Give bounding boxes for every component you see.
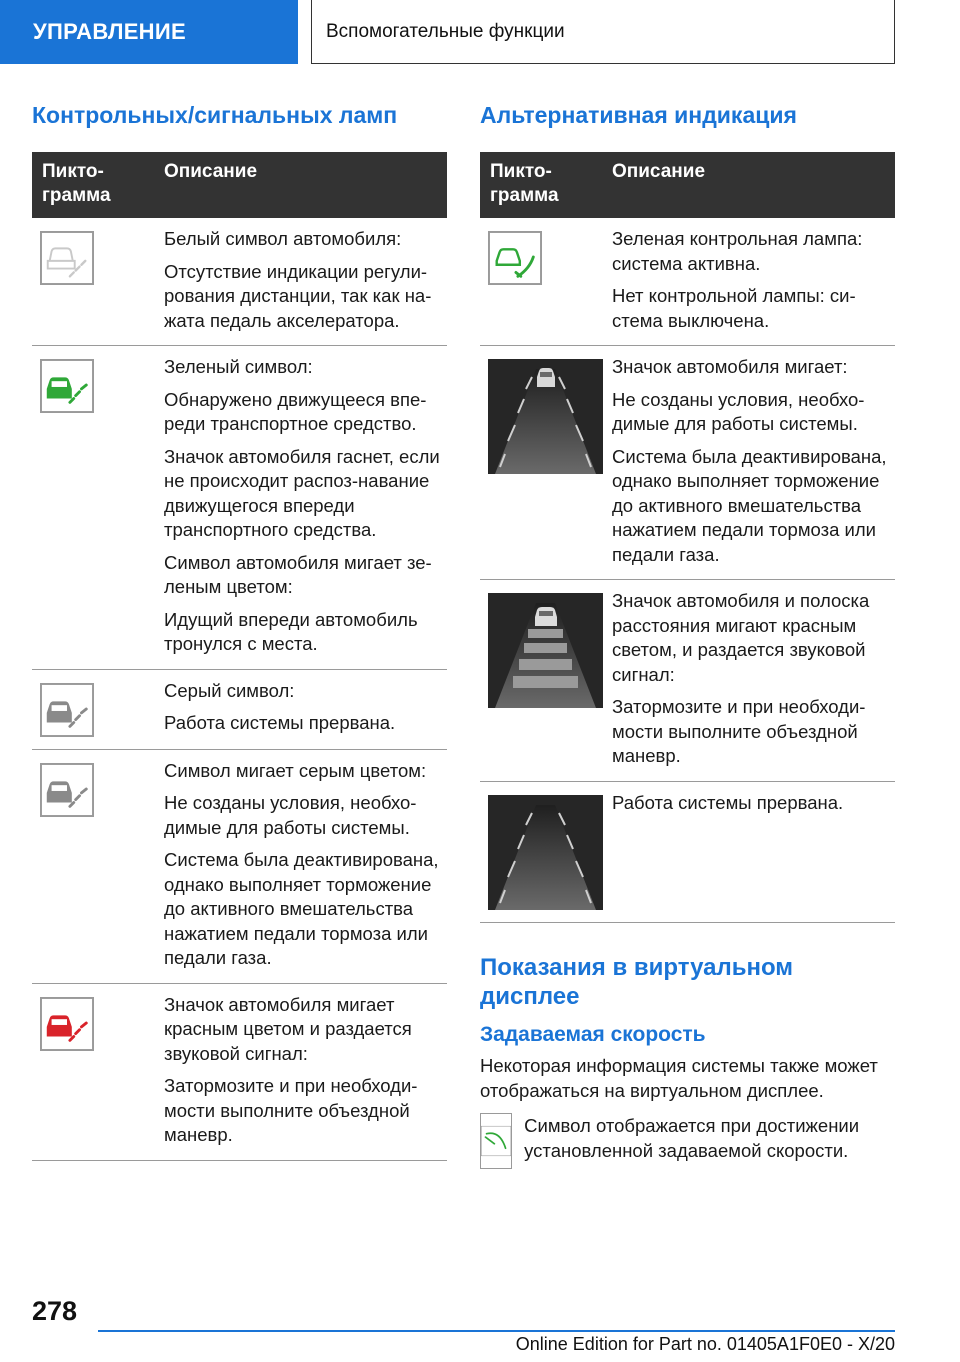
- left-col-description: Описание: [164, 161, 258, 182]
- row-text: Затормозите и при необходи-мости выполните объездной маневр.: [164, 1075, 418, 1145]
- display-car-bars-icon: [488, 593, 603, 708]
- page-number: 278: [32, 1296, 78, 1326]
- table-row: [32, 346, 447, 670]
- row-text: Серый символ:: [164, 679, 295, 701]
- symbol-row: [480, 1113, 895, 1169]
- set-speed-text: Некоторая информация системы также может отображаться на виртуальном дисплее.: [480, 1054, 878, 1101]
- row-text: Не созданы условия, необхо-димые для работы системы.: [164, 792, 417, 838]
- left-section-title: Контрольных/сигнальных ламп: [32, 102, 398, 128]
- row-text: Обнаружено движущееся впе-реди транспортное средство.: [164, 388, 427, 434]
- set-speed-title: Задаваемая скорость: [480, 1022, 706, 1046]
- green-speedometer-icon: [488, 231, 542, 285]
- table-row: [480, 346, 895, 580]
- table-row: [32, 218, 447, 346]
- row-text: Идущий впереди автомобиль тронулся с места.: [164, 608, 418, 654]
- row-text: Зеленая контрольная лампа: система активна.: [612, 228, 863, 274]
- row-text: Значок автомобиля гаснет, если не происходит распоз-навание движущегося впереди транспортного средства.: [164, 445, 440, 540]
- left-col-pictogram: Пикто- грамма: [42, 161, 111, 206]
- row-text: Отсутствие индикации регули-рования дистанции, так как на-жата педаль акселератора.: [164, 260, 432, 331]
- symbol-text: Символ отображается при достижении установленной задаваемой скорости.: [524, 1114, 860, 1161]
- table-row: [480, 782, 895, 923]
- gray-car-distance-icon: [40, 763, 94, 817]
- right-col-description: Описание: [612, 161, 706, 182]
- footer-divider: [98, 1330, 895, 1332]
- green-speed-arc-icon: [480, 1113, 512, 1169]
- section-tab: [0, 0, 298, 64]
- red-car-distance-icon: [40, 997, 94, 1051]
- right-section-title: Альтернативная индикация: [480, 102, 797, 128]
- row-text: Работа системы прервана.: [164, 712, 396, 733]
- display-lanes-icon: [488, 795, 603, 910]
- table-row: [32, 984, 447, 1161]
- row-text: Белый символ автомобиля:: [164, 228, 402, 249]
- left-table-header: [32, 152, 447, 218]
- white-car-distance-icon: [40, 231, 94, 285]
- chapter-header: [311, 0, 895, 64]
- row-text: Значок автомобиля мигает:: [612, 356, 848, 377]
- row-text: Символ автомобиля мигает зе-леным цветом:: [164, 551, 432, 597]
- left-column: [32, 100, 447, 1161]
- table-row: [32, 670, 447, 750]
- row-text: Не созданы условия, необхо-димые для работы системы.: [612, 388, 865, 434]
- row-text: Зеленый символ:: [164, 356, 313, 377]
- table-row: [32, 750, 447, 984]
- table-row: [480, 218, 895, 346]
- gray-car-distance-icon: [40, 683, 94, 737]
- row-text: Нет контрольной лампы: си-стема выключена.: [612, 285, 856, 331]
- chapter-label: Вспомогательные функции: [326, 20, 565, 42]
- green-car-distance-icon: [40, 359, 94, 413]
- footer-edition: Online Edition for Part no. 01405A1F0E0 - X/20: [515, 1334, 895, 1354]
- table-row: [480, 580, 895, 782]
- row-text: Затормозите и при необходи-мости выполните объездной маневр.: [612, 696, 866, 766]
- row-text: Символ мигает серым цветом:: [164, 759, 427, 781]
- row-text: Значок автомобиля и полоска расстояния мигают красным светом, и раздается звуковой сигнал:: [612, 590, 870, 685]
- right-col-pictogram: Пикто- грамма: [490, 161, 559, 206]
- right-column: [480, 100, 895, 1169]
- section-label: УПРАВЛЕНИЕ: [33, 19, 186, 44]
- row-text: Значок автомобиля мигает красным цветом и раздается звуковой сигнал:: [164, 993, 412, 1064]
- row-text: Система была деактивирована, однако выполняет торможение до активного вмешательства нажатием педали тормоза или педали газа.: [164, 849, 439, 968]
- display-car-lanes-icon: [488, 359, 603, 474]
- row-text: Система была деактивирована, однако выполняет торможение до активного вмешательства нажатием педали тормоза или педали газа.: [612, 445, 887, 565]
- right-table-header: [480, 152, 895, 218]
- row-text: Работа системы прервана.: [612, 791, 844, 813]
- virtual-display-title: Показания в виртуальном дисплее: [480, 953, 794, 1010]
